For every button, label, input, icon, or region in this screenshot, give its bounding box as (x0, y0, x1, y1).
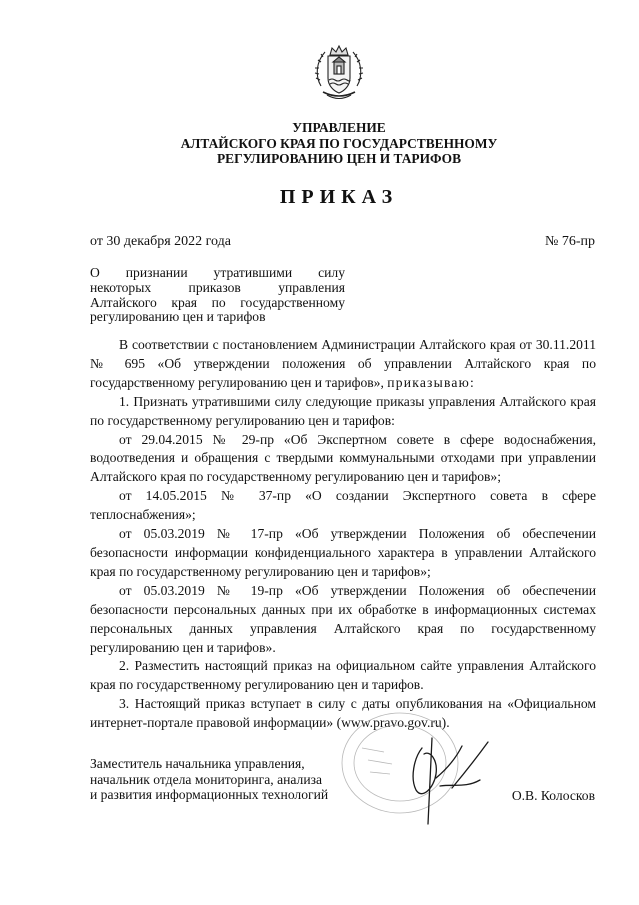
signer-position-line: начальник отдела мониторинга, анализа (90, 771, 323, 787)
decree-word: приказываю (387, 374, 470, 390)
signer-position-line: и развития информационных технологий (90, 787, 329, 803)
order-body (90, 336, 596, 733)
body-paragraph: 1. Признать утратившими силу следующие приказы управления Алтайского края по государственному регулированию цен и тарифов: (90, 393, 596, 428)
signer-position (90, 756, 328, 803)
agency-name (150, 120, 528, 167)
body-paragraph: 3. Настоящий приказ вступает в силу с даты опубликования на «Официальном интернет-портале правовой информации» (www.pravo.gov.ru). (90, 696, 596, 731)
signer-name: О.В. Колосков (511, 788, 595, 803)
order-date: от 30 декабря 2022 года (90, 234, 231, 249)
body-paragraph: от 14.05.2015 № 37-пр «О создании Экспертного совета в сфере теплоснабжения»; (90, 488, 596, 523)
document-type-title: ПРИКАЗ (279, 186, 399, 208)
altai-krai-coat-of-arms-icon (313, 44, 365, 104)
body-intro-paragraph: В соответствии с постановлением Администрации Алтайского края от 30.11.2011 № 695 «Об утверждении положения об управлении Алтайского края по государственному регулированию цен и тарифов», приказываю: (90, 337, 596, 390)
signer-position-line: Заместитель начальника управления, (90, 756, 305, 771)
intro-text: В соответствии с постановлением Администрации Алтайского края от 30.11.2011 № 695 «Об утверждении положения об управлении Алтайского края по государственному регулированию цен и тарифов», (90, 337, 596, 390)
handwritten-signature-icon (392, 728, 507, 828)
order-subject (90, 266, 345, 325)
subject-line: О признании утратившими силу (90, 265, 345, 280)
body-paragraph: от 05.03.2019 № 17-пр «Об утверждении Положения об обеспечении безопасности информации конфиденциального характера в управлении Алтайского края по государственному регулированию цен и тарифов»; (90, 526, 596, 579)
subject-line: регулированию цен и тарифов (90, 309, 266, 325)
body-paragraph: 2. Разместить настоящий приказ на официальном сайте управления Алтайского края по государственному регулированию цен и тарифов. (90, 658, 596, 693)
agency-line: АЛТАЙСКОГО КРАЯ ПО ГОСУДАРСТВЕННОМУ (180, 135, 498, 151)
body-paragraph: от 29.04.2015 № 29-пр «Об Экспертном совете в сфере водоснабжения, водоотведения и обращения с твердыми коммунальными отходами при управлении Алтайского края по государственному регулированию цен и тарифов»; (90, 431, 596, 485)
order-number: № 76-пр (544, 234, 595, 249)
subject-line: некоторых приказов управления (90, 279, 345, 295)
body-paragraph: от 05.03.2019 № 19-пр «Об утверждении Положения об обеспечении безопасности персональных данных при их обработке в информационных системах персональных данных управления Алтайского края по государственному регулированию цен и тарифов». (90, 582, 596, 655)
agency-line: УПРАВЛЕНИЕ (292, 120, 386, 135)
subject-line: Алтайского края по государственному (90, 294, 345, 310)
agency-line: РЕГУЛИРОВАНИЮ ЦЕН И ТАРИФОВ (216, 151, 462, 166)
